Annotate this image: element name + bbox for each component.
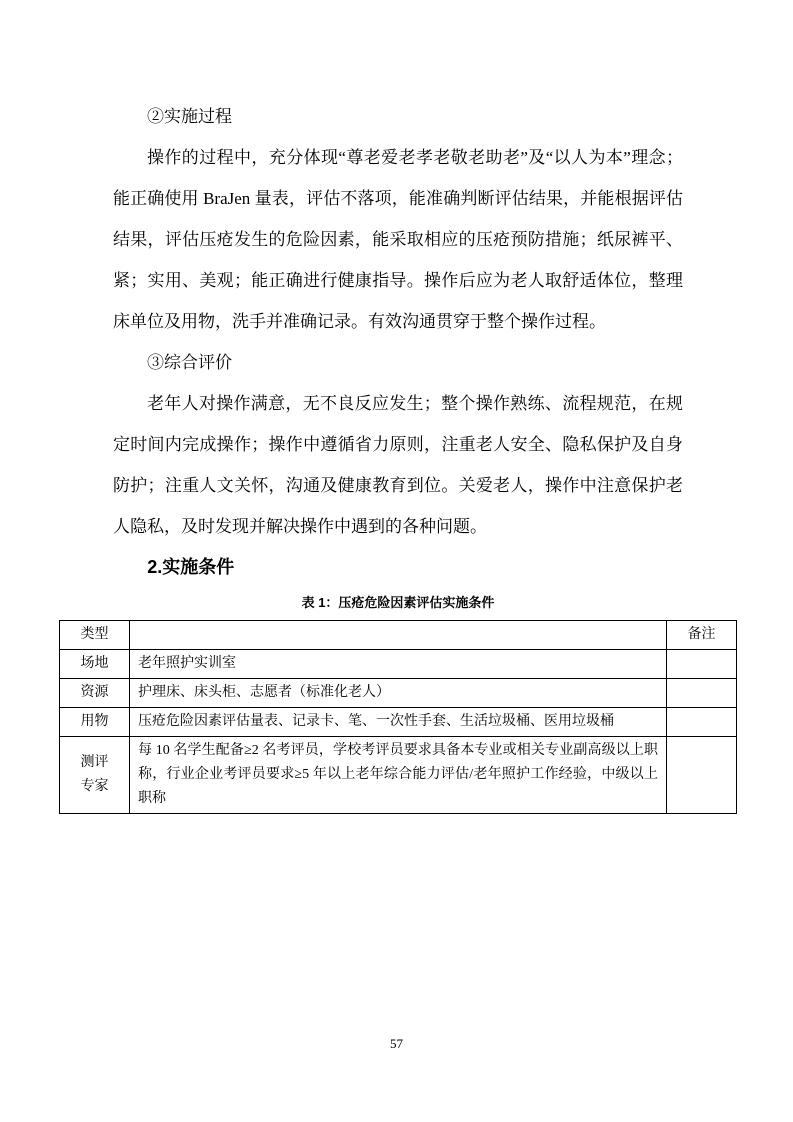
table-cell-note (667, 737, 737, 814)
paragraph-comprehensive-evaluation: 老年人对操作满意，无不良反应发生；整个操作熟练、流程规范，在规定时间内完成操作；操作中遵循省力原则，注重老人安全、隐私保护及自身防护；注重人文关怀，沟通及健康教育到位。关爱老人，操作中注意保护老人隐私，及时发现并解决操作中遇到的各种问题。 (113, 394, 683, 536)
table-row-venue (60, 650, 737, 679)
table-row-resources (60, 679, 737, 708)
table-cell-note (667, 679, 737, 708)
table-cell-label: 用物 (60, 708, 130, 737)
table-cell-content: 护理床、床头柜、志愿者（标准化老人） (130, 679, 667, 708)
section-heading-implementation-process: ②实施过程 (147, 107, 232, 126)
table-header-row (60, 621, 737, 650)
table-header-content (130, 621, 667, 650)
table-cell-content: 压疮危险因素评估量表、记录卡、笔、一次性手套、生活垃圾桶、医用垃圾桶 (130, 708, 667, 737)
page-number: 57 (390, 1036, 403, 1051)
table-cell-note (667, 708, 737, 737)
conditions-table (59, 620, 737, 814)
table-caption: 表 1：压疮危险因素评估实施条件 (301, 595, 495, 610)
table-header-note: 备注 (667, 621, 737, 650)
table-header-type: 类型 (60, 621, 130, 650)
table-cell-label: 场地 (60, 650, 130, 679)
conditions-table-block (59, 593, 737, 814)
table-cell-label: 测评专家 (60, 737, 130, 814)
paragraph-implementation-process: 操作的过程中，充分体现“尊老爱老孝老敬老助老”及“以人为本”理念；能正确使用 BraJen 量表，评估不落项，能准确判断评估结果，并能根据评估结果，评估压疮发生的危险因素，能采取相应的压疮预防措施；纸尿裤平、紧；实用、美观；能正确进行健康指导。操作后应为老人取舒适体位，整理床单位及用物，洗手并准确记录。有效沟通贯穿于整个操作过程。 (113, 148, 683, 331)
subsection-title-implementation-conditions: 2.实施条件 (147, 557, 235, 577)
section-heading-comprehensive-evaluation: ③综合评价 (147, 353, 232, 372)
table-cell-content: 老年照护实训室 (130, 650, 667, 679)
table-cell-label: 资源 (60, 679, 130, 708)
table-row-assessment-experts (60, 737, 737, 814)
table-row-supplies (60, 708, 737, 737)
table-cell-note (667, 650, 737, 679)
table-cell-content: 每 10 名学生配备≥2 名考评员，学校考评员要求具备本专业或相关专业副高级以上职称，行业企业考评员要求≥5 年以上老年综合能力评估/老年照护工作经验，中级以上职称 (130, 737, 667, 814)
